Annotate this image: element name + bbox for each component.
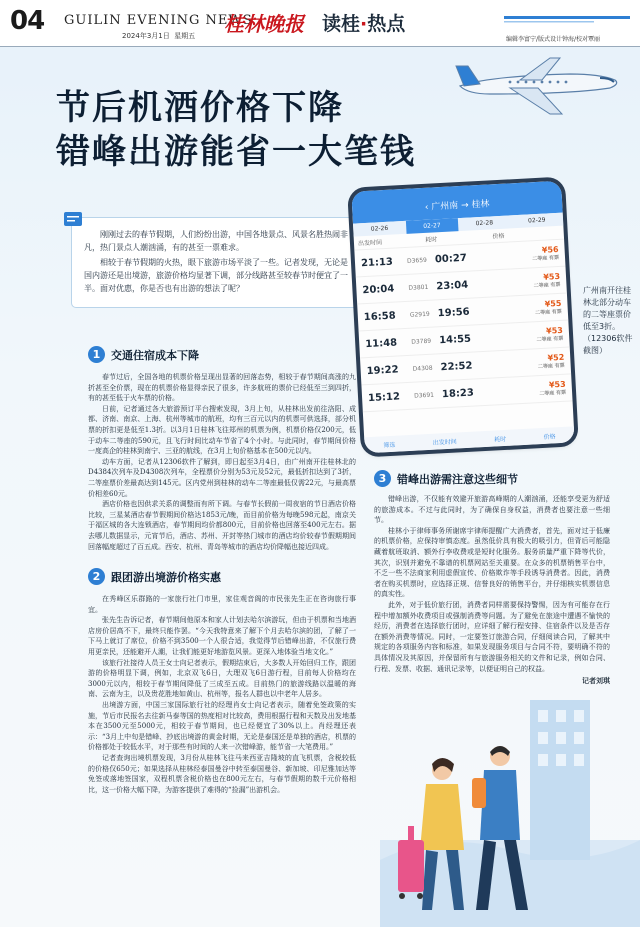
arrival-time: 14:55: [438, 333, 472, 346]
arrival-time: 23:04: [436, 279, 469, 292]
paper-name-en: GUILIN EVENING NEWS: [64, 13, 253, 28]
section3-paragraph: 此外，对于低价旅行团，消费者同样需要保持警惕，因为有可能存在行程中增加额外收费项目或强制消费等问题。为了避免在旅途中遭遇不愉快的经历，消费者在选择旅行团时，应详细了解行程安排、住宿条件以及是否存在额外消费等情况。同时，一定要签订旅游合同，仔细阅读合同，了解其中规定的各项服务内容和标准，如果发现服务项目与合同不符，要明确不符的具体情况及其原因，并保留所有与旅游服务相关的文件和记录，例如合同、行程、发票、收据、通讯记录等，以便证明自己的权益。: [374, 600, 610, 673]
date-tab: 02-29: [527, 216, 546, 225]
section2-paragraph: 该旅行社接待人员王女士向记者表示，假期结束后，大多数人开始回归工作，跟团游的价格明显下调，例如，北京双飞6日，大理双飞6日游行程，目前每人价格均在3000元以内，相较于春节期间降低了三成至五成。目前热门的旅游线路以温暖的海南、云南为主，以及贵花胜地如黄山、杭州等，报名人群也以中老年人居多。: [88, 658, 356, 699]
reporter-byline: 记者刘琪: [582, 677, 610, 686]
section-3-title: 错峰出游需注意这些细节: [397, 472, 518, 486]
train-code: G2919: [409, 310, 430, 319]
departure-time: 11:48: [364, 336, 398, 350]
section2-paragraph: 在秀峰区乐群路的一家旅行社门市里，家住观音阁的市民张先生正在咨询旅行事宜。: [88, 595, 356, 614]
intro-box: [72, 218, 364, 307]
back-icon: ‹: [424, 202, 429, 213]
seat-status: 二等座 有票: [533, 281, 561, 290]
travelers-illustration: [380, 660, 640, 927]
ticket-price: ¥56 二等座 有票: [472, 245, 559, 265]
phone-bottom-bar: [364, 426, 575, 453]
section1-paragraph: 酒店价格也因供求关系的调整而有所下调。与春节长假前一周夜宿的节日酒店价格比较，三星某酒店春节假期间价格达1853元/晚，而目前价格为每晚598元起，南京关于福区城的各大连锁酒店，春节期间均价都800元，目前价格也回落至400元左右。据去哪儿数据显示，元宵节后，酒店、苏州、开封等热门城市的酒店均价较春节假期期间回落幅度超过了百五成。西安、杭州、青岛等城市的酒店均价降幅也接近四成。: [88, 500, 356, 551]
train-code: D3789: [411, 337, 432, 346]
ticket-price: ¥55 二等座 有票: [475, 299, 562, 319]
headline-line-1: 节后机酒价格下降: [56, 88, 344, 128]
arrival-time: 18:23: [441, 387, 475, 400]
departure-time: 19:22: [366, 363, 399, 377]
intro-paragraph-1: 刚刚过去的春节假期，人们纷纷出游，中国各地景点、风景名胜热闹非凡，热门景点人潮汹涌，有的甚至一票难求。: [84, 230, 348, 252]
section-3-number: 3: [374, 470, 391, 487]
section-main: 读桂: [322, 13, 361, 35]
departure-time: 16:58: [363, 310, 396, 323]
ticket-price: ¥52 二等座 有票: [478, 353, 565, 373]
date-tab: 02-28: [475, 219, 494, 228]
filter-item: 出发时间: [357, 239, 383, 248]
arrival-time: 19:56: [437, 306, 470, 319]
section2-paragraph: 出境游方面，中国三家国际旅行社的经理肖女士向记者表示，随着免签政策的实施，节后市民报名去往新马泰等国的热度相对比较高，费用根据行程和天数及出发地基本在3500元至5000元，相较于春节期间，也已经便宜了30%以上。肖经理还表示：“3月上中旬是错峰、抄底出境游的黄金时期，无论是泰国还是单独的酒店，机票的价格都处于较低水平，对于那些有时间的人来一次错峰游，能节省一大笔费用。”: [88, 700, 356, 752]
train-code: D4308: [412, 364, 433, 373]
section-dot: ·: [360, 13, 368, 35]
section-1-number: 1: [88, 346, 105, 363]
date-tab-active: 02-27: [405, 218, 458, 234]
headline-line-2: 错峰出游能省一大笔钱: [56, 132, 416, 172]
train-code: D3691: [413, 391, 435, 400]
dateline: [122, 31, 195, 41]
bottom-item: 出发时间: [432, 438, 457, 447]
arrival-time: 22:52: [440, 360, 473, 373]
section1-paragraph: 动车方面，记者从12306软件了解到，即日起至3月4日，由广州南开往桂林北的D4384次列车及D4308次列车，全程票价分别为53元及52元，最低折扣达到了3折，二等座票价差最高达到145元。区内党州到桂林的动车二等座最低仅需22元，与最高票价相差60元。: [88, 457, 356, 498]
issue-weekday: 星期五: [174, 32, 196, 40]
section2-paragraph: 记者查询出境机票发现，3月份从桂林飞往马来西亚吉隆坡的直飞机票，含税较低的价格仅650元；如果选择从桂林经泰国曼谷中转至泰国曼谷、新加坡、印尼雅加达等免签或落地签国家，双程机票含税价格也在800元左右，与春节假期的数千元价格相比，这一价格大幅下降，为游客提供了难得的“捡漏”出游机会。: [88, 753, 356, 794]
editor-credits: 编辑李富宁/版式设计钟海/校对覃丽: [506, 36, 601, 43]
paper-logo: 桂林晚报: [224, 12, 304, 36]
seat-status: 二等座 有票: [534, 308, 563, 317]
section-2-body: [88, 594, 356, 795]
ticket-price: ¥53 二等座 有票: [474, 272, 561, 292]
section-2-heading: [88, 568, 221, 585]
issue-date: 2024年3月1日: [122, 32, 170, 40]
departure-time: 21:13: [360, 256, 394, 269]
section3-paragraph: 错峰出游，不仅能有效避开旅游高峰期的人潮汹涌，还能享受更为舒适的旅游成本。不过与此同时，为了确保自身权益，消费者也要注意一些细节。: [374, 495, 610, 525]
filter-item: 耗时: [425, 236, 438, 244]
filter-item: 价格: [492, 232, 505, 241]
section-1-heading: [88, 346, 199, 363]
headline: [56, 86, 416, 174]
page-header: [0, 0, 640, 47]
bottom-item: 筛选: [383, 441, 396, 449]
train-code: D3659: [406, 256, 428, 265]
bottom-item: 价格: [543, 432, 556, 441]
section-3-body: [374, 494, 610, 687]
section3-paragraph: 桂林小于律师事务所谢席宇律师提醒广大消费者，首先，面对过于低廉的机票价格，应保持审慎态度。虽然低价具有极大的吸引力，但背后可能隐藏着航班取消、额外行李收费或是短时化服务。服务质量严重下降等代价，其次，识别并避免不靠谱的机票网站至关重要。在众多的机票销售平台中，不乏一些不法商家利用虚假宣传、价格欺诈等手段诱导消费者。因此，消费者在购买机票时，应选择正规、信誉良好的销售平台，并仔细核实机票信息的真实性。: [374, 526, 610, 599]
section-2-number: 2: [88, 568, 105, 585]
seat-status: 二等座 有票: [537, 362, 565, 371]
ticket-price: ¥53 二等座 有票: [480, 380, 567, 400]
train-list: [354, 240, 572, 413]
section1-paragraph: 春节过后，全国各地的机票价格呈现出显著的回落态势，相较于春节期间高涨的九折甚至全价票，现在的机票价格显得亲民了很多，许多航班的票价已经低至三到四折，有的甚至低于火车票的价格。: [88, 373, 356, 403]
airplane-icon: [450, 48, 625, 123]
departure-time: 15:12: [367, 390, 401, 404]
seat-status: 二等座 有票: [539, 389, 567, 398]
section-3-heading: [374, 470, 518, 487]
date-tab: 02-26: [370, 224, 389, 233]
header-decoration: [504, 8, 630, 28]
train-code: D3801: [408, 283, 429, 292]
arrival-time: 00:27: [434, 252, 468, 265]
section2-paragraph: 张先生告诉记者，春节期间他原本和家人计划去哈尔滨游玩，但由于机票和当地酒店房价居高不下，最终只能作罢。“今天我特意来了解下个月去哈尔滨的团，了解了一下马上就订了席位，价格不到3500一个人很合适，我觉得节后错峰出游，不仅旅行费用更亲民，还能避开人潮，让我们能更好地游览风景。更深入地体验当地文化。”: [88, 616, 356, 656]
section-1-title: 交通住宿成本下降: [111, 348, 199, 362]
seat-status: 二等座 有票: [532, 254, 560, 263]
ticket-price: ¥53 二等座 有票: [477, 326, 564, 346]
phone-screenshot: [351, 181, 574, 454]
photo-caption: 广州南开往桂林北部分动车的二等座票价低至3折。（12306软件截图）: [583, 286, 633, 355]
departure-time: 20:04: [362, 283, 395, 296]
section-sub: 热点: [367, 13, 406, 35]
section-name: [322, 9, 405, 36]
route-title: 广州南 → 桂林: [431, 199, 490, 213]
quote-icon: [64, 212, 82, 226]
page-number: 04: [10, 6, 45, 36]
bottom-item: 耗时: [494, 435, 507, 444]
section-1-body: [88, 372, 356, 552]
seat-status: 二等座 有票: [536, 335, 564, 344]
intro-paragraph-2: 相较于春节假期的火热，眼下旅游市场平淡了一些。记者发现，无论是国内游还是出境游，旅游价格均显著下调，部分线路甚至较春节时便宜了一半。面对优惠，你是否也有出游的想法了呢？: [84, 258, 348, 293]
section1-paragraph: 日前，记者通过各大旅游预订平台搜索发现，3月上旬，从桂林出发前往洛阳、成都、济南、南京、上海、杭州等城市的航班，均有三百元以内的机票可供选择，部分机票的折扣更是低至1.3折。以3月1日桂林飞往郑州的机票为例，机票价格仅200元，低于动车二等座的590元，且飞行时间比动车节省了4个小时。与此同时，春节期间价格一度高企的桂林到南宁、三亚的航线，在3月上旬价格基本在500元以内。: [88, 404, 356, 456]
section-2-title: 跟团游出境游价格实惠: [111, 570, 221, 584]
